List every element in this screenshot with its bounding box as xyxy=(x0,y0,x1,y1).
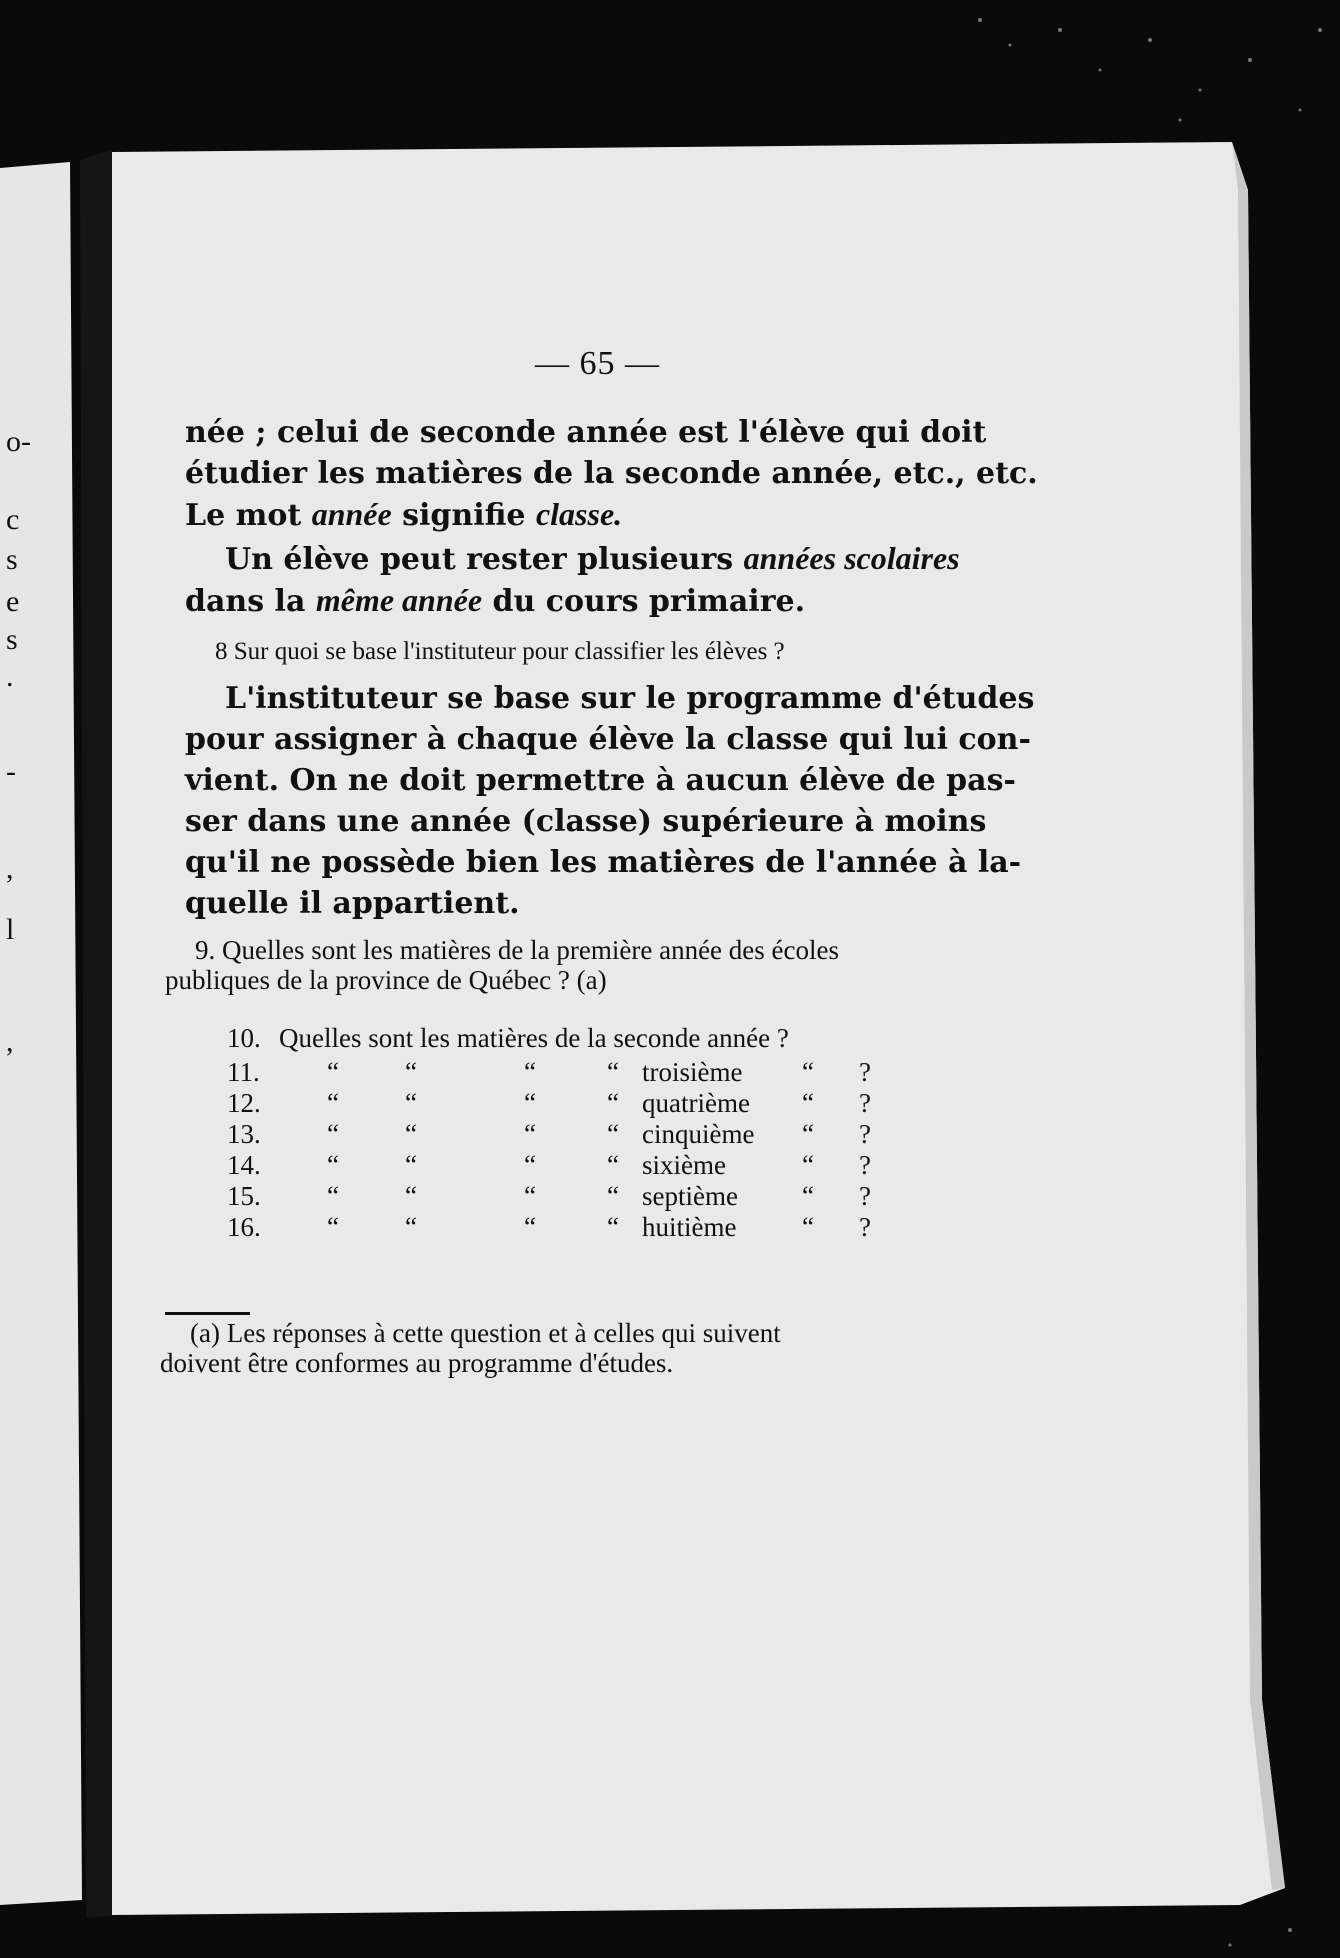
ordinal-word: cinquième xyxy=(642,1119,755,1149)
ditto-mark: “ xyxy=(607,1057,619,1087)
text-line: ser dans une année (classe) supérieure à moins xyxy=(185,804,987,839)
ditto-mark: “ xyxy=(405,1057,417,1087)
paragraph-annee-definition xyxy=(185,412,1070,536)
left-page-letter: o- xyxy=(6,425,31,458)
question-number: 15. xyxy=(227,1181,261,1211)
left-page-letter: s xyxy=(6,623,18,656)
left-page-letter: - xyxy=(6,755,16,788)
ditto-mark: “ xyxy=(327,1088,339,1118)
ordinal-word: sixième xyxy=(642,1150,726,1180)
footnote-rule xyxy=(165,1312,250,1315)
ordinal-word: troisième xyxy=(642,1057,743,1087)
ditto-mark: “ xyxy=(802,1088,814,1118)
ditto-mark: “ xyxy=(405,1181,417,1211)
book-page xyxy=(105,150,1275,1900)
text-span: Le mot xyxy=(185,498,312,533)
list-item xyxy=(227,1119,987,1150)
ditto-mark: “ xyxy=(607,1212,619,1242)
page-number: — 65 — xyxy=(535,345,660,382)
ditto-mark: “ xyxy=(607,1150,619,1180)
text-span: signifie xyxy=(391,498,536,533)
italic-term: classe. xyxy=(535,496,623,532)
text-line: publiques de la province de Québec ? (a) xyxy=(165,965,607,995)
ditto-mark: “ xyxy=(405,1212,417,1242)
text-line xyxy=(185,538,1070,580)
ditto-mark: “ xyxy=(327,1150,339,1180)
question-number: 11. xyxy=(227,1057,260,1087)
text-span: Un élève peut rester plusieurs xyxy=(225,542,744,577)
left-page-letter: , xyxy=(6,852,14,885)
italic-term: même année xyxy=(315,582,483,618)
italic-term: années scolaires xyxy=(743,540,960,576)
text-line: 9. Quelles sont les matières de la première année des écoles xyxy=(195,935,839,965)
text-line: étudier les matières de la seconde année, etc., etc. xyxy=(185,456,1038,491)
question-mark: ? xyxy=(859,1181,871,1211)
ditto-mark: “ xyxy=(327,1212,339,1242)
text-line: vient. On ne doit permettre à aucun élève de pas- xyxy=(185,763,1016,798)
questions-list xyxy=(227,1023,987,1243)
ditto-mark: “ xyxy=(405,1088,417,1118)
ordinal-word: septième xyxy=(642,1181,738,1211)
footnote-line: doivent être conformes au programme d'études. xyxy=(160,1348,674,1378)
ditto-mark: “ xyxy=(327,1057,339,1087)
footnote xyxy=(160,1318,1060,1378)
ditto-mark: “ xyxy=(405,1119,417,1149)
question-number: 16. xyxy=(227,1212,261,1242)
question-number: 10. xyxy=(227,1023,261,1053)
question-9 xyxy=(165,935,1045,995)
ditto-mark: “ xyxy=(802,1181,814,1211)
question-mark: ? xyxy=(859,1057,871,1087)
text-line xyxy=(185,494,1070,536)
list-item xyxy=(227,1150,987,1181)
question-number: 14. xyxy=(227,1150,261,1180)
italic-term: année xyxy=(311,496,392,532)
left-page-letter: s xyxy=(6,543,18,576)
list-item xyxy=(227,1181,987,1212)
text-line xyxy=(185,580,1070,622)
text-line: L'instituteur se base sur le programme d'études xyxy=(225,681,1035,716)
left-page-letter: e xyxy=(6,585,20,618)
text-line: quelle il appartient. xyxy=(185,886,520,921)
list-item xyxy=(227,1212,987,1243)
ditto-mark: “ xyxy=(327,1181,339,1211)
ditto-mark: “ xyxy=(524,1181,536,1211)
ditto-mark: “ xyxy=(802,1212,814,1242)
question-mark: ? xyxy=(859,1212,871,1242)
text-span: du cours primaire. xyxy=(482,584,806,619)
ordinal-word: quatrième xyxy=(642,1088,750,1118)
question-mark: ? xyxy=(859,1150,871,1180)
ordinal-word: huitième xyxy=(642,1212,737,1242)
text-line: qu'il ne possède bien les matières de l'année à la- xyxy=(185,845,1022,880)
list-item xyxy=(227,1088,987,1119)
question-8: 8 Sur quoi se base l'instituteur pour classifier les élèves ? xyxy=(215,638,785,665)
list-item xyxy=(227,1023,987,1057)
footnote-line: (a) Les réponses à cette question et à celles qui suivent xyxy=(190,1318,781,1348)
question-number: 12. xyxy=(227,1088,261,1118)
question-mark: ? xyxy=(859,1119,871,1149)
ditto-mark: “ xyxy=(327,1119,339,1149)
ditto-mark: “ xyxy=(802,1119,814,1149)
answer-8 xyxy=(185,678,1070,924)
left-page-letter: c xyxy=(6,503,20,536)
question-text: Quelles sont les matières de la seconde année ? xyxy=(279,1023,789,1053)
question-number: 13. xyxy=(227,1119,261,1149)
ditto-mark: “ xyxy=(524,1057,536,1087)
left-page-letter: . xyxy=(6,660,14,693)
ditto-mark: “ xyxy=(802,1150,814,1180)
ditto-mark: “ xyxy=(607,1181,619,1211)
ditto-mark: “ xyxy=(607,1119,619,1149)
ditto-mark: “ xyxy=(524,1088,536,1118)
paragraph-annees-scolaires xyxy=(185,538,1070,622)
ditto-mark: “ xyxy=(524,1212,536,1242)
ditto-mark: “ xyxy=(607,1088,619,1118)
ditto-mark: “ xyxy=(802,1057,814,1087)
text-span: dans la xyxy=(185,584,316,619)
list-item xyxy=(227,1057,987,1088)
question-mark: ? xyxy=(859,1088,871,1118)
text-line: née ; celui de seconde année est l'élève qui doit xyxy=(185,415,987,450)
left-page-letter: l xyxy=(6,913,15,946)
ditto-mark: “ xyxy=(524,1119,536,1149)
ditto-mark: “ xyxy=(524,1150,536,1180)
left-page-letter: , xyxy=(6,1025,14,1058)
ditto-mark: “ xyxy=(405,1150,417,1180)
text-line: pour assigner à chaque élève la classe qui lui con- xyxy=(185,722,1031,757)
